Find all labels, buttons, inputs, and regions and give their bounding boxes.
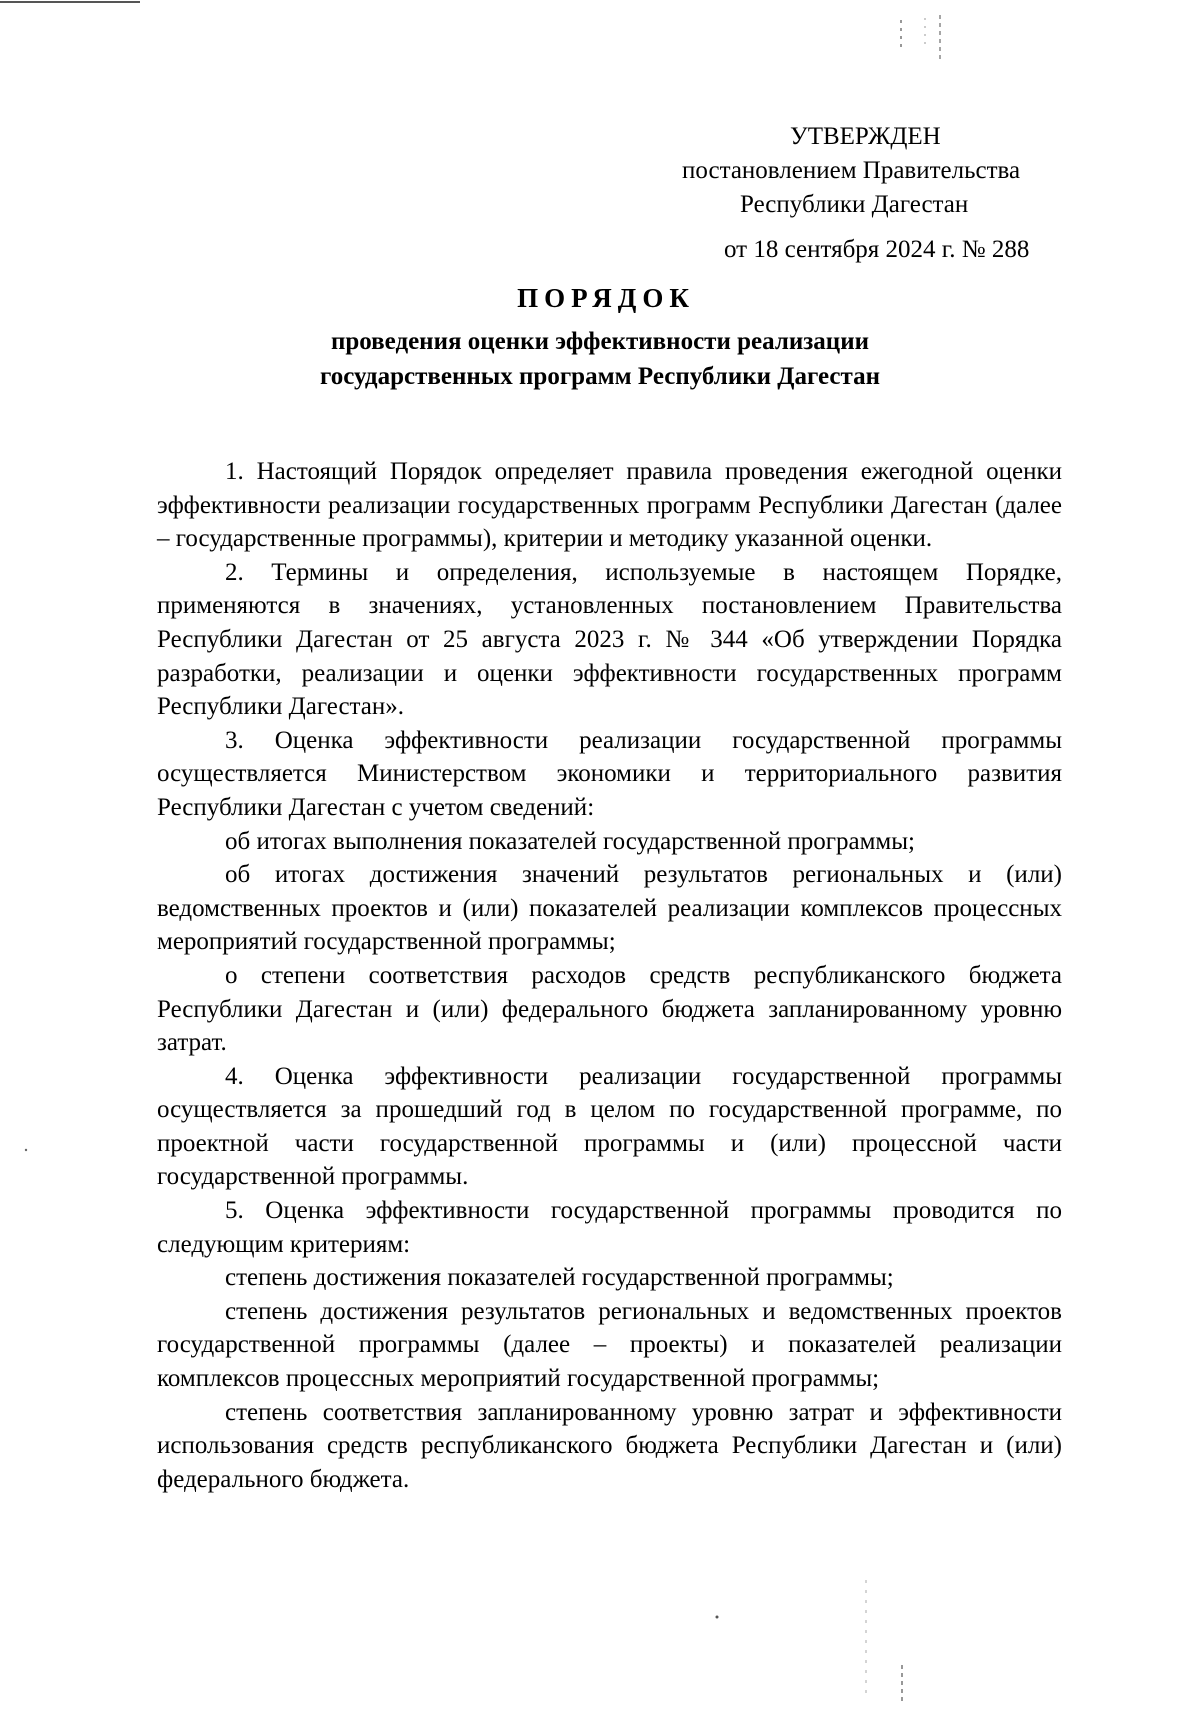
scan-dot-1 <box>716 1616 719 1619</box>
paragraph-3-item-2: об итогах достижения значений результатов региональных и (или) ведомственных проектов и (или) показателей реализации комплексов процессных мероприятий государственной программы; <box>157 861 1062 956</box>
approval-region: Республики Дагестан <box>740 190 969 218</box>
paragraph-5: 5. Оценка эффективности государственной программы проводится по следующим критериям: <box>157 1197 1062 1258</box>
approval-heading: УТВЕРЖДЕН <box>790 123 941 150</box>
approval-date-number: от 18 сентября 2024 г. № 288 <box>724 236 1030 264</box>
document-title: ПОРЯДОК <box>517 283 695 313</box>
paragraph-3-item-3: о степени соответствия расходов средств республиканского бюджета Республики Дагестан и (или) федерального бюджета запланированному уровню затрат. <box>157 961 1062 1057</box>
paragraph-5-item-3: степень соответствия запланированному уровню затрат и эффективности использования средств республиканского бюджета Республики Дагестан и (или) федерального бюджета. <box>157 1398 1062 1493</box>
scan-dot-2 <box>25 1149 27 1151</box>
paragraph-5-item-2: степень достижения результатов региональных и ведомственных проектов государственной программы (далее – проекты) и показателей реализации комплексов процессных мероприятий государственной программы; <box>157 1297 1062 1393</box>
paragraph-3: 3. Оценка эффективности реализации государственной программы осуществляется Министерством экономики и территориального развития Республики Дагестан с учетом сведений: <box>157 726 1062 821</box>
document-subtitle <box>150 324 1050 394</box>
paragraph-1: 1. Настоящий Порядок определяет правила проведения ежегодной оценки эффективности реализации государственных программ Республики Дагестан (далее – государственные программы), критерии и методику указанной оценки. <box>157 458 1062 553</box>
paragraph-5-item-1: степень достижения показателей государственной программы; <box>225 1264 894 1292</box>
approval-stamp <box>640 120 1080 267</box>
approval-issuer: постановлением Правительства <box>682 156 1021 184</box>
paragraph-3-item-1: об итогах выполнения показателей государственной программы; <box>225 827 915 855</box>
paragraph-4: 4. Оценка эффективности реализации государственной программы осуществляется за прошедший год в целом по государственной программе, по проектной части государственной программы и (или) процессной части государственной программы. <box>157 1062 1062 1191</box>
subtitle-line-2: государственных программ Республики Дагестан <box>320 363 880 390</box>
paragraph-2: 2. Термины и определения, используемые в настоящем Порядке, применяются в значениях, установленных постановлением Правительства Республики Дагестан от 25 августа 2023 г. № 344 «Об утверждении Порядка разработки, реализации и оценки эффективности государственных программ Республики Дагестан». <box>157 558 1062 721</box>
document-body <box>157 455 1062 1496</box>
subtitle-line-1: проведения оценки эффективности реализации <box>330 328 870 355</box>
